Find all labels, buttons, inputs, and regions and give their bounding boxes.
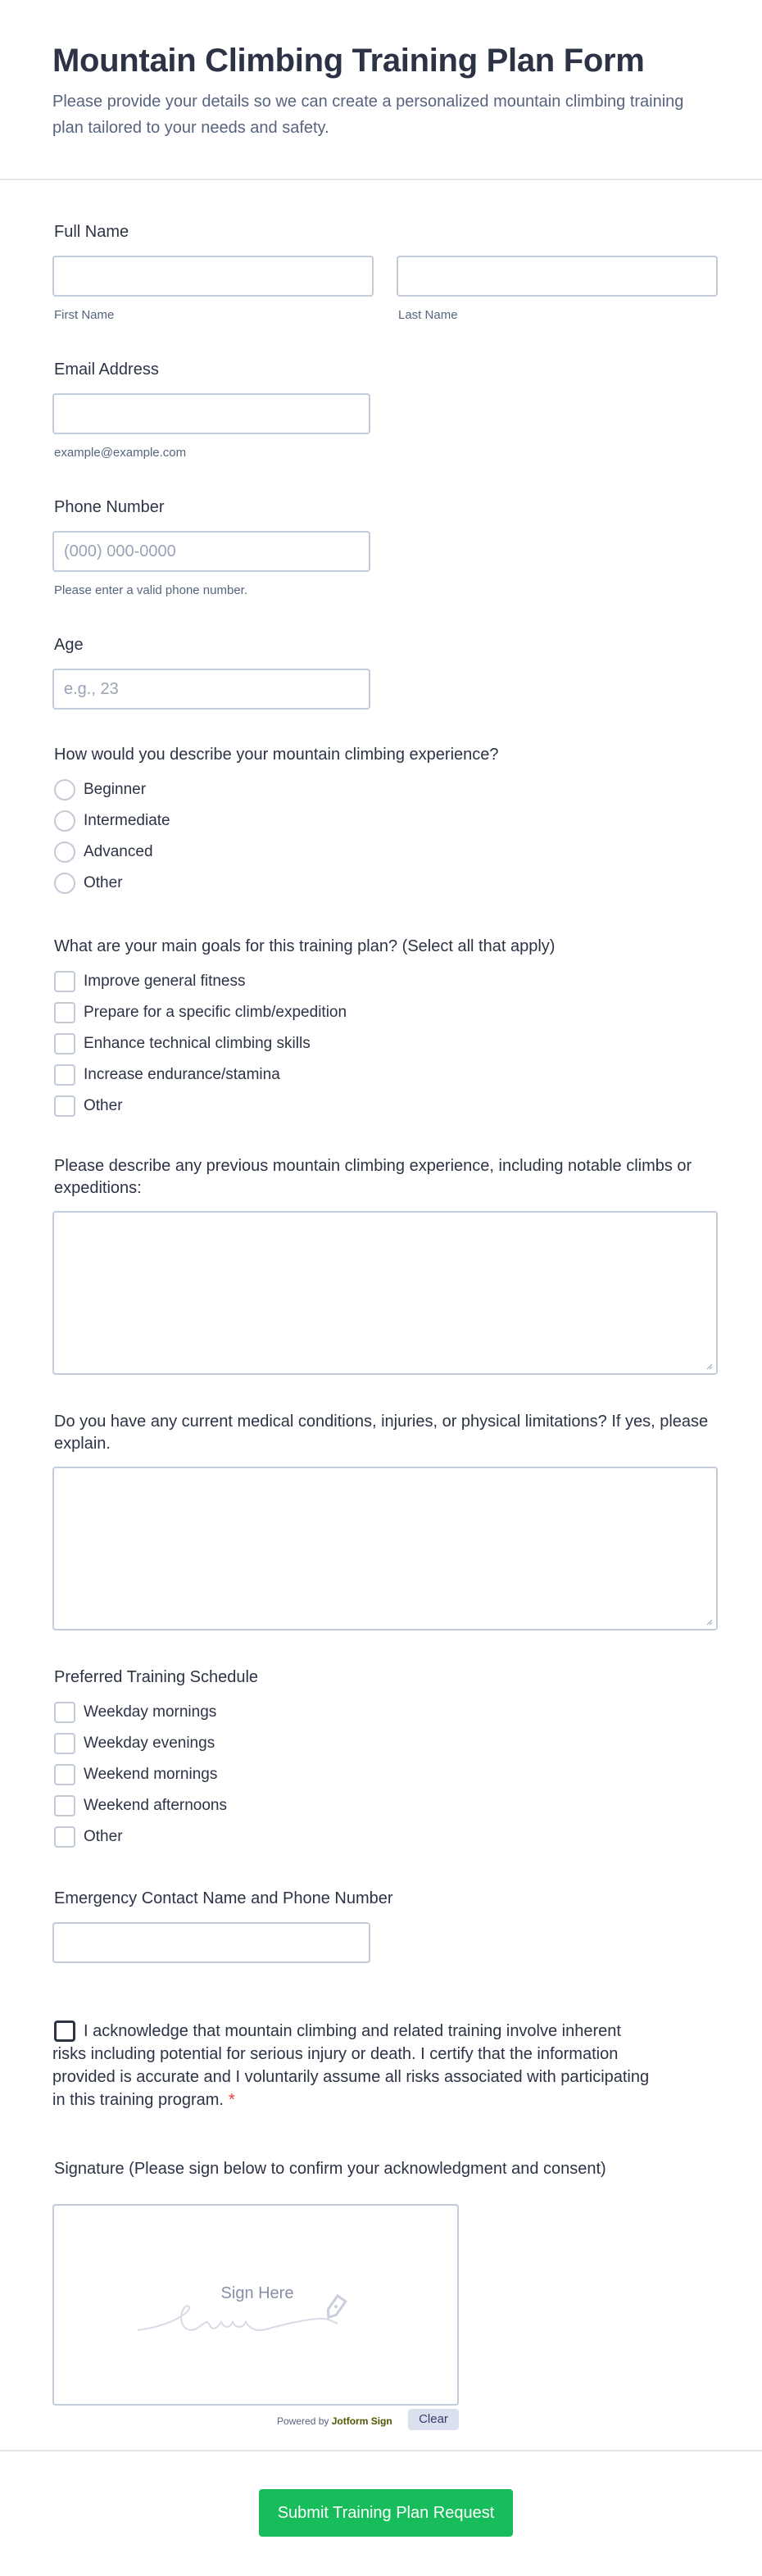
age-input[interactable]: e.g., 23 [52, 669, 370, 710]
checkbox[interactable] [54, 1064, 75, 1086]
radio-button[interactable] [54, 810, 75, 832]
signature-placeholder: Sign Here [220, 2284, 294, 2302]
checkbox[interactable] [54, 1702, 75, 1723]
signature-label: Signature (Please sign below to confirm your acknowledgment and consent) [54, 2160, 606, 2178]
previous-experience-label: Please describe any previous mountain climbing experience, including notable climbs or expeditions: [54, 1157, 692, 1197]
phone-label: Phone Number [54, 498, 165, 516]
footer-divider [0, 2450, 762, 2451]
required-mark: * [228, 2091, 235, 2109]
form-title: Mountain Climbing Training Plan Form [52, 43, 645, 79]
schedule-option-weekday-mornings[interactable]: Weekday mornings [54, 1701, 216, 1724]
schedule-option-weekend-mornings[interactable]: Weekend mornings [54, 1763, 217, 1786]
full-name-label: Full Name [54, 223, 129, 241]
checkbox[interactable] [54, 971, 75, 992]
goals-label: What are your main goals for this training plan? (Select all that apply) [54, 937, 556, 955]
schedule-label: Preferred Training Schedule [54, 1668, 259, 1686]
medical-textarea[interactable] [52, 1467, 718, 1630]
goals-option-technical[interactable]: Enhance technical climbing skills [54, 1032, 311, 1055]
schedule-option-weekend-afternoons[interactable]: Weekend afternoons [54, 1794, 227, 1817]
radio-button[interactable] [54, 779, 75, 800]
email-sublabel: example@example.com [54, 446, 187, 460]
radio-button[interactable] [54, 841, 75, 863]
checkbox[interactable] [54, 1095, 75, 1117]
first-name-input[interactable] [52, 256, 374, 297]
schedule-option-other[interactable]: Other [54, 1825, 123, 1848]
goals-option-other[interactable]: Other [54, 1095, 123, 1118]
checkbox[interactable] [54, 1733, 75, 1754]
checkbox[interactable] [54, 1002, 75, 1023]
resize-grip-icon[interactable] [705, 1362, 713, 1370]
email-label: Email Address [54, 361, 159, 379]
checkbox[interactable] [54, 1826, 75, 1848]
emergency-contact-input[interactable] [52, 1922, 370, 1963]
goals-option-endurance[interactable]: Increase endurance/stamina [54, 1064, 280, 1086]
form-subtitle: Please provide your details so we can create a personalized mountain climbing training plan tailored to your needs and safety. [52, 93, 684, 137]
checkbox[interactable] [54, 1795, 75, 1816]
radio-button[interactable] [54, 873, 75, 894]
header-divider [0, 179, 762, 180]
experience-option-advanced[interactable]: Advanced [54, 841, 153, 864]
powered-by-text: Powered by Jotform Sign [277, 2415, 392, 2427]
previous-experience-textarea[interactable] [52, 1211, 718, 1375]
checkbox[interactable] [54, 1764, 75, 1785]
experience-label: How would you describe your mountain climbing experience? [54, 746, 499, 764]
acknowledgment-text: I acknowledge that mountain climbing and related training involve inherent risks including potential for serious injury or death. I certify that the information provided is accurate and I voluntarily assume all risks associated with participating in this training program. * [52, 2022, 650, 2109]
last-name-input[interactable] [397, 256, 718, 297]
schedule-option-weekday-evenings[interactable]: Weekday evenings [54, 1732, 215, 1755]
last-name-sublabel: Last Name [398, 308, 458, 322]
first-name-sublabel: First Name [54, 308, 115, 322]
email-input[interactable] [52, 393, 370, 434]
jotform-sign-brand: Jotform Sign [331, 2415, 392, 2427]
submit-button[interactable]: Submit Training Plan Request [259, 2489, 513, 2537]
experience-option-other[interactable]: Other [54, 872, 123, 895]
goals-option-specific-climb[interactable]: Prepare for a specific climb/expedition [54, 1001, 347, 1024]
resize-grip-icon[interactable] [705, 1617, 713, 1626]
signature-pad[interactable] [52, 2204, 459, 2406]
age-label: Age [54, 636, 84, 654]
phone-input[interactable]: (000) 000-0000 [52, 531, 370, 572]
checkbox[interactable] [54, 1033, 75, 1054]
experience-option-beginner[interactable]: Beginner [54, 778, 146, 801]
emergency-contact-label: Emergency Contact Name and Phone Number [54, 1889, 393, 1907]
medical-label: Do you have any current medical conditions, injuries, or physical limitations? If yes, please explain. [54, 1413, 709, 1453]
goals-option-fitness[interactable]: Improve general fitness [54, 970, 246, 993]
experience-option-intermediate[interactable]: Intermediate [54, 810, 170, 832]
clear-signature-button[interactable]: Clear [408, 2409, 459, 2430]
phone-sublabel: Please enter a valid phone number. [54, 583, 247, 597]
